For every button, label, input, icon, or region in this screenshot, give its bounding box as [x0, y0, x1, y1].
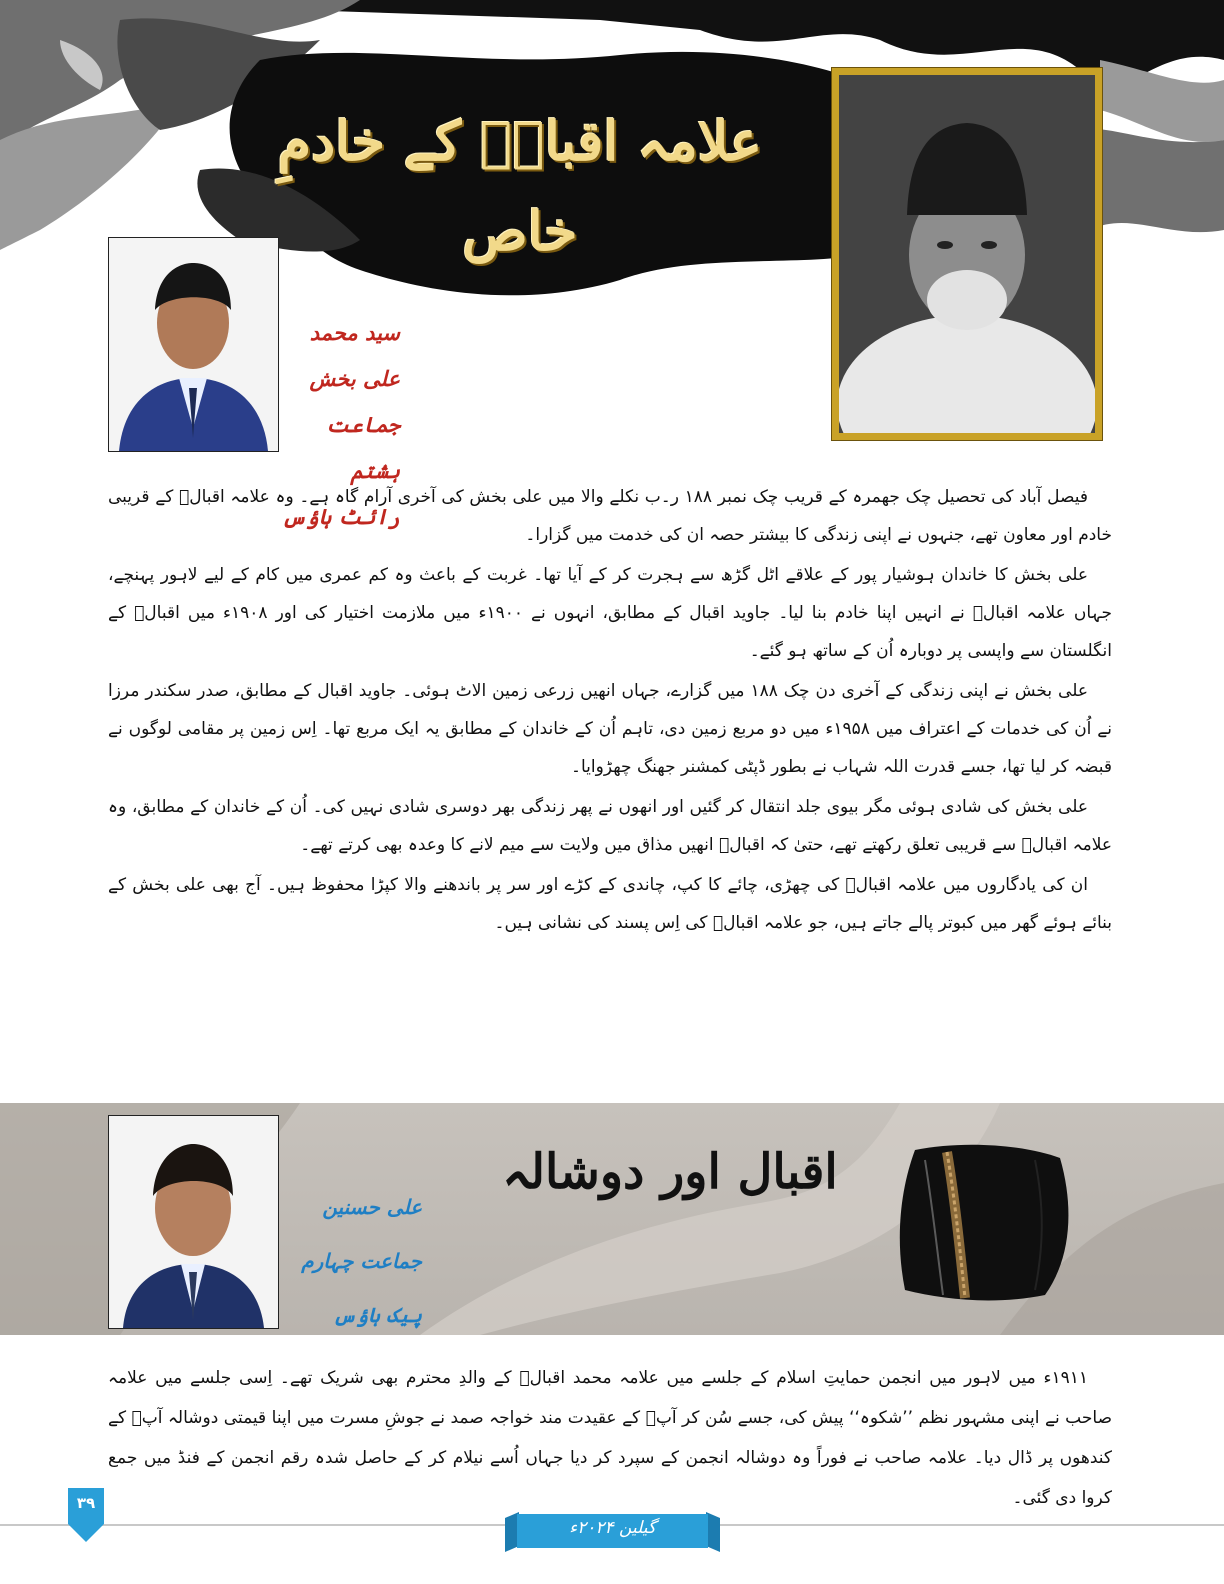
article-title: اقبال اور دوشالہ — [502, 1144, 838, 1200]
article-paragraph: ۱۹۱۱ء میں لاہور میں انجمن حمایتِ اسلام کے جلسے میں علامہ محمد اقبالؒ کے والدِ محترم بھی شریک تھے۔ اِسی جلسے میں علامہ صاحب نے اپنی مشہور نظم ’’شکوہ‘‘ پیش کی، جسے سُن کر آپؒ کے عقیدت مند خواجہ صمد نے جوشِ مسرت میں اپنا قیمتی دوشالہ آپؒ کے کندھوں پر ڈال دیا۔ علامہ صاحب نے فوراً وہ دوشالہ انجمن کے سپرد کر دیا جہاں اُسے نیلام کر کے حاصل شدہ رقم انجمن کے فنڈ میں جمع کروا دی گئی۔ — [108, 1368, 1112, 1508]
article-title: علامہ اقبالؒ کے خادمِ خاص — [277, 109, 763, 263]
author-name: سید محمد علی بخش — [309, 320, 400, 391]
page-number: ۳۹ — [76, 1494, 96, 1512]
author-class: جماعت چہارم — [301, 1249, 422, 1273]
article-paragraph: علی بخش نے اپنی زندگی کے آخری دن چک ۱۸۸ میں گزارے، جہاں انھیں زرعی زمین الاٹ ہوئی۔ جاوید اقبال کے مطابق، صدر سکندر مرزا نے اُن کی خدمات کے اعتراف میں ۱۹۵۸ء میں دو مربع زمین دی، تاہم اُن کے خاندان کے مطابق یہ ایک مربع تھا۔ اِس زمین پر مقامی لوگوں نے قبضہ کر لیا تھا، جسے قدرت اللہ شہاب نے بطور ڈپٹی کمشنر جھنگ چھڑوایا۔ — [108, 681, 1112, 777]
author-house: پیک ہاؤس — [333, 1303, 422, 1327]
author-house: رائٹ ہاؤس — [281, 504, 400, 529]
article-body — [108, 1358, 1112, 1520]
portrait-photo — [832, 68, 1102, 440]
article-paragraph: فیصل آباد کی تحصیل چک جھمرہ کے قریب چک نمبر ۱۸۸ ر۔ب نکلے والا میں علی بخش کی آخری آرام گاہ ہے۔ وہ علامہ اقبالؒ کے قریبی خادم اور معاون تھے، جنہوں نے اپنی زندگی کا بیشتر حصہ ان کی خدمت میں گزارا۔ — [108, 487, 1112, 545]
page-number-tab — [62, 1488, 110, 1542]
shawl-image — [885, 1130, 1085, 1310]
author-class: جماعت ہشتم — [326, 412, 400, 483]
article-paragraph: علی بخش کا خاندان ہوشیار پور کے علاقے اٹل گڑھ سے ہجرت کر کے آیا تھا۔ غربت کے باعث وہ کم عمری میں کام کے لیے لاہور پہنچے، جہاں علامہ اقبالؒ نے انہیں اپنا خادم بنا لیا۔ جاوید اقبال کے مطابق، انہوں نے ۱۹۰۰ء میں ملازمت اختیار کی اور ۱۹۰۸ء میں اقبالؒ کے انگلستان سے واپسی پر دوبارہ اُن کے ساتھ ہو گئے۔ — [108, 565, 1112, 661]
magazine-name: گیلین ۲۰۲۴ء — [569, 1518, 656, 1538]
article-body — [108, 478, 1112, 944]
author-photo — [108, 237, 279, 452]
author-caption — [282, 1180, 422, 1342]
article-paragraph: علی بخش کی شادی ہوئی مگر بیوی جلد انتقال کر گئیں اور انھوں نے پھر زندگی بھر دوسری شادی نہیں کی۔ اُن کے خاندان کے مطابق، وہ علامہ اقبالؒ سے قریبی تعلق رکھتے تھے، حتیٰ کہ اقبالؒ انھیں مذاق میں ولایت سے میم لانے کا وعدہ بھی کرتے تھے۔ — [108, 797, 1112, 855]
author-photo — [108, 1115, 279, 1329]
portrait-man-image — [839, 75, 1095, 433]
author-name: علی حسنین — [322, 1195, 422, 1219]
footer-ribbon — [505, 1512, 720, 1552]
student-photo-image — [109, 238, 278, 451]
article-paragraph: ان کی یادگاروں میں علامہ اقبالؒ کی چھڑی، چائے کا کپ، چاندی کے کڑے اور سر پر باندھنے والا کپڑا محفوظ ہیں۔ آج بھی علی بخش کے بنائے ہوئے گھر میں کبوتر پالے جاتے ہیں، جو علامہ اقبالؒ کی اِس پسند کی نشانی ہیں۔ — [108, 875, 1112, 933]
student-photo-image — [109, 1116, 278, 1328]
